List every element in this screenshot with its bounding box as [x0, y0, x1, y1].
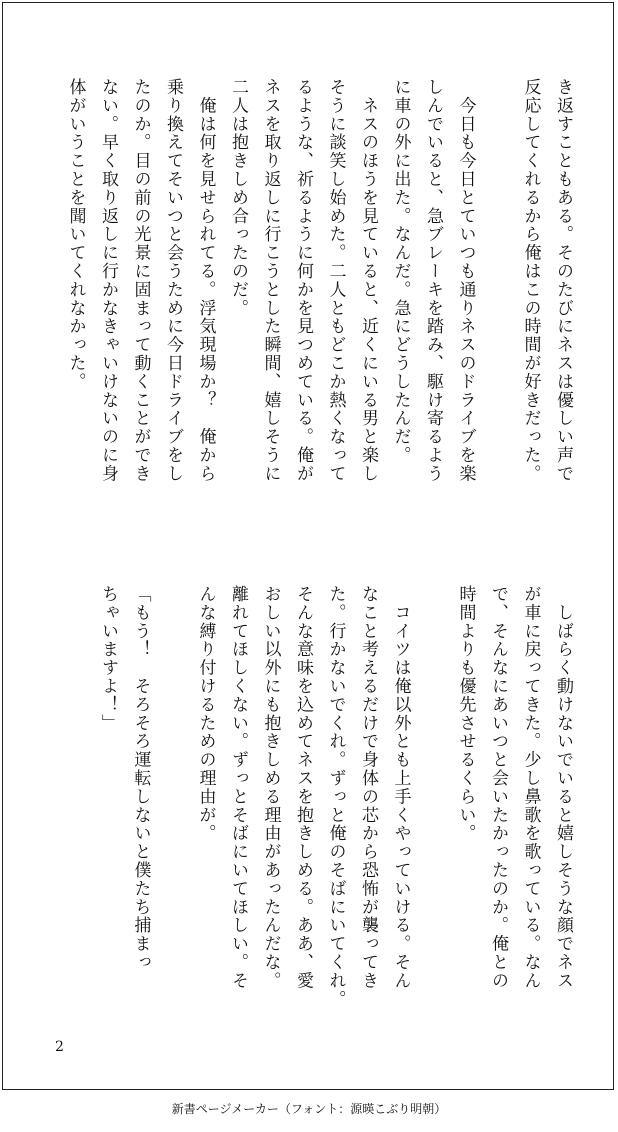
text-line: ない。早く取り返しに行かなきゃいけないのに身 [98, 78, 118, 483]
text-line: で、そんなにあいつと会いたかったのか。俺との [488, 585, 508, 990]
text-line: おしい以外にも抱きしめる理由があったんだな。 [260, 585, 281, 990]
text-line: 「もう！ そろそろ運転しないと僕たち捕まっ [130, 585, 151, 972]
text-line: しんでいると、急ブレーキを踏み、駆け寄るよう [423, 78, 443, 483]
text-line: た。行かないでくれ。ずっと俺のそばにいてくれ。 [325, 585, 346, 1009]
text-line: 離れてほしくない。ずっとそばにいてほしい。そ [228, 585, 248, 990]
text-line: そんな意味を込めてネスを抱きしめる。ああ、愛 [293, 585, 313, 990]
text-line [157, 585, 190, 1021]
text-line: 体がいうことを聞いてくれなかった。 [65, 78, 86, 391]
text-line: 乗り換えてそいつと会うために今日ドライブをし [163, 78, 183, 483]
text-line: き返すこともある。そのたびにネスは優しい声で [553, 78, 573, 483]
text-line: コイツは俺以外とも上手くやっていける。そん [390, 585, 411, 990]
text-line [482, 78, 515, 518]
footer-credit: 新書ページメーカー（フォント：源暎こぶり明朝） [171, 1102, 447, 1116]
text-line: しばらく動けないでいると嬉しそうな顔でネス [553, 585, 573, 990]
text-line: に車の外に出た。なんだ。急にどうしたんだ。 [390, 78, 411, 465]
text-block-lower [92, 585, 580, 1021]
text-line: んな縛り付けるための理由が。 [195, 585, 216, 843]
text-line [417, 585, 450, 1021]
text-line: たのか。目の前の光景に固まって動くことができ [130, 78, 151, 483]
page-number: 2 [55, 1039, 64, 1055]
text-line: ネスのほうを見ていると、近くにいる男と楽し [358, 78, 378, 483]
text-line: 反応してくれるから俺はこの時間が好きだった。 [520, 78, 541, 483]
text-line: そうに談笑し始めた。二人ともどこか熱くなって [325, 78, 346, 483]
text-block-upper [59, 78, 579, 518]
text-line: ちゃいますよ！」 [98, 585, 118, 733]
text-line: るような、祈るように何かを見つめている。俺が [293, 78, 313, 483]
text-line: 今日も今日とていつも通りネスのドライブを楽 [455, 78, 476, 483]
text-line: 俺は何を見せられてる。浮気現場か？ 俺から [195, 78, 216, 483]
text-line: が車に戻ってきた。少し鼻歌を歌っている。なん [520, 585, 541, 990]
book-page [2, 2, 614, 1090]
text-line: なこと考えるだけで身体の芯から恐怖が襲ってき [358, 585, 378, 990]
text-line: 二人は抱きしめ合ったのだ。 [228, 78, 248, 318]
text-line: ネスを取り返しに行こうとした瞬間、嬉しそうに [260, 78, 281, 483]
text-line: 時間よりも優先させるくらい。 [455, 585, 476, 843]
